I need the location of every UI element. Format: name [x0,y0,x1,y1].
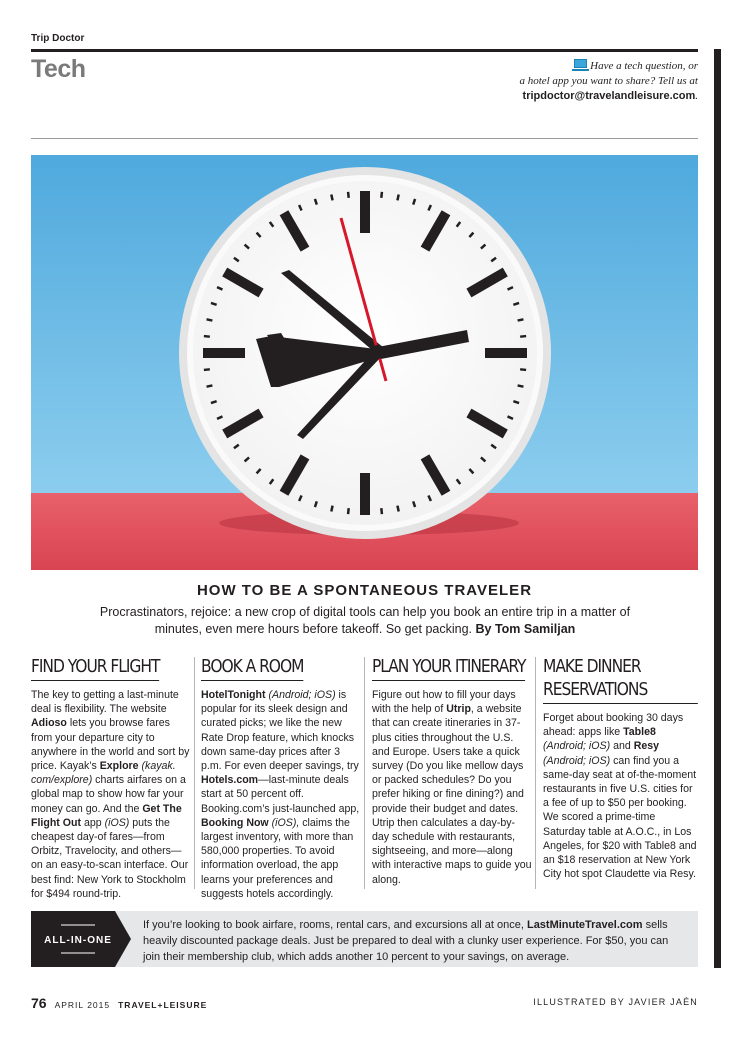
column-body-room [201,688,361,901]
platform: (Android; iOS) [543,754,611,767]
app-name: Hotels.com [201,774,259,787]
text: app [81,816,105,829]
column-title-itinerary: PLAN YOUR ITINERARY [372,655,525,681]
text: is popular for its sleek design and curated picks; we like the new Rate Drop feature, which knocks down same-day prices after 3 p.m. For even deeper savings, try [201,689,359,773]
minute-tick [518,385,524,386]
platform: (Android; iOS) [265,689,336,701]
minute-tick [207,319,213,320]
minute-tick [348,508,349,514]
tech-question-box [438,59,698,104]
minute-tick [348,192,349,198]
minute-tick [315,501,317,507]
text: and [610,740,634,753]
section-title: Tech [31,55,86,83]
text: puts the cheapest day-of fares—from Orbitz, Travelocity, and others—on an easy-to-scan interface. Our best find: New York to Stockholm for $494 round-trip. [31,816,189,900]
app-name: Booking Now [201,816,269,829]
text: can find you a same-day seat at of-the-moment restaurants in five U.S. cities for a fee of up to $50 per booking. We scored a prime-time Saturday table at A.O.C., in Los Angeles, for $20 with Table8 and an $18 reservation at New York City hot spot Claudette via Resy. [543,754,697,881]
app-name: Resy [633,740,660,753]
section-kicker: Trip Doctor [31,33,85,44]
issue-date: APRIL 2015 [54,1000,111,1010]
text: Forget about booking 30 days ahead: apps like [543,712,684,739]
text: —last-minute deals start at 50 percent off. Booking.com’s just-launched app, [201,774,360,815]
text: Figure out how to fill your days with the help of [372,689,516,716]
minute-tick [413,501,415,507]
minute-tick [520,336,526,337]
all-in-one-tag [31,911,131,967]
header-divider [31,138,698,139]
text: , a website that can create itineraries in 37-plus cities throughout the U.S. and Europe. Users take a quick survey (Do you like mellow days or packed schedules? Do you prefer hiking or fine dining?) and provide their budget and dates. Utrip then calculates a day-by-day schedule with restaurants, sightseeing, and more—along with interactive maps to guide you along. [372,703,532,886]
tech-question-line2: a hotel app you want to share? Tell us at [519,75,698,87]
column-divider [194,657,195,889]
article-headline: HOW TO BE A SPONTANEOUS TRAVELER [196,582,533,599]
text: lets you browse fares from your departure city to anywhere in the world and sort by price. Kayak’s [31,717,190,773]
column-body-itinerary [372,688,532,887]
minute-tick [381,192,382,198]
email-suffix: . [695,90,698,102]
page-number: 76 [31,995,47,1011]
minute-tick [518,319,524,320]
minute-tick [207,385,213,386]
minute-tick [331,195,332,201]
minute-tick [211,303,217,305]
minute-tick [204,369,210,370]
column-book-a-room [201,655,361,901]
column-body-dinner [543,711,699,881]
platform: (iOS) [104,816,130,829]
app-name: Explore [99,760,139,773]
text: sells heavily discounted package deals. Just be prepared to deal with a clunky user experience. For $50, you can join their membership club, which adds another 10 percent to your savings, on average. [143,919,669,963]
text: claims the largest inventory, with more than 580,000 properties. To avoid information overload, the app learns your preferences and suggests hotels accordingly. [201,816,354,900]
minute-tick [315,199,317,205]
all-in-one-text [143,917,688,965]
column-title-flight: FIND YOUR FLIGHT [31,655,159,681]
minute-tick [204,336,210,337]
column-body-flight [31,688,191,901]
clock-illustration-svg [31,155,698,570]
contact-email-link[interactable]: tripdoctor@travelandleisure.com [522,90,696,102]
app-name: Get The Flight Out [31,802,182,829]
laptop-icon [574,59,587,68]
minute-tick [397,506,398,512]
footer-folio [31,995,207,1011]
app-name: Table8 [623,726,656,739]
text: charts airfares on a global map to show how far your money can go. And the [31,774,186,815]
text: The key to getting a last-minute deal is flexibility. The website [31,689,179,716]
app-name: HotelTonight [201,689,266,701]
minute-tick [413,199,415,205]
minute-tick [513,303,519,305]
minute-tick [381,508,382,514]
magazine-name: TRAVEL+LEISURE [118,1000,208,1010]
column-dinner-reservations [543,655,699,881]
text: If you’re looking to book airfare, rooms, rental cars, and excursions all at once, [143,919,527,931]
top-rule [31,49,698,52]
column-plan-itinerary [372,655,532,887]
site-name: LastMinuteTravel.com [526,919,643,931]
tag-shape [31,911,131,967]
column-divider [364,657,365,889]
column-title-room: BOOK A ROOM [201,655,303,681]
page-edge-bar [714,49,721,968]
column-divider [535,657,536,889]
platform: (Android; iOS) [543,740,611,753]
minute-tick [397,195,398,201]
tech-question-line1: Have a tech question, or [590,60,698,72]
byline: By Tom Samiljan [475,622,576,636]
all-in-one-label: ALL-IN-ONE [44,935,112,946]
clock-illustration [31,155,698,570]
minute-tick [520,369,526,370]
app-name: Adioso [31,717,67,730]
illustration-credit: ILLUSTRATED BY JAVIER JAÉN [533,997,698,1007]
minute-tick [513,401,519,403]
platform: (kayak. com/explore) [31,760,176,787]
dek-text: Procrastinators, rejoice: a new crop of digital tools can help you book an entire trip in a matter of minutes, even mere hours before takeoff. So get packing. [99,605,631,636]
minute-tick [331,506,332,512]
column-find-your-flight [31,655,191,901]
minute-tick [211,401,217,403]
clock-hub [371,345,385,359]
article-dek [90,604,640,638]
app-name: Utrip [446,703,471,716]
platform: (iOS), [268,816,300,829]
column-title-dinner: MAKE DINNER RESERVATIONS [543,655,698,704]
